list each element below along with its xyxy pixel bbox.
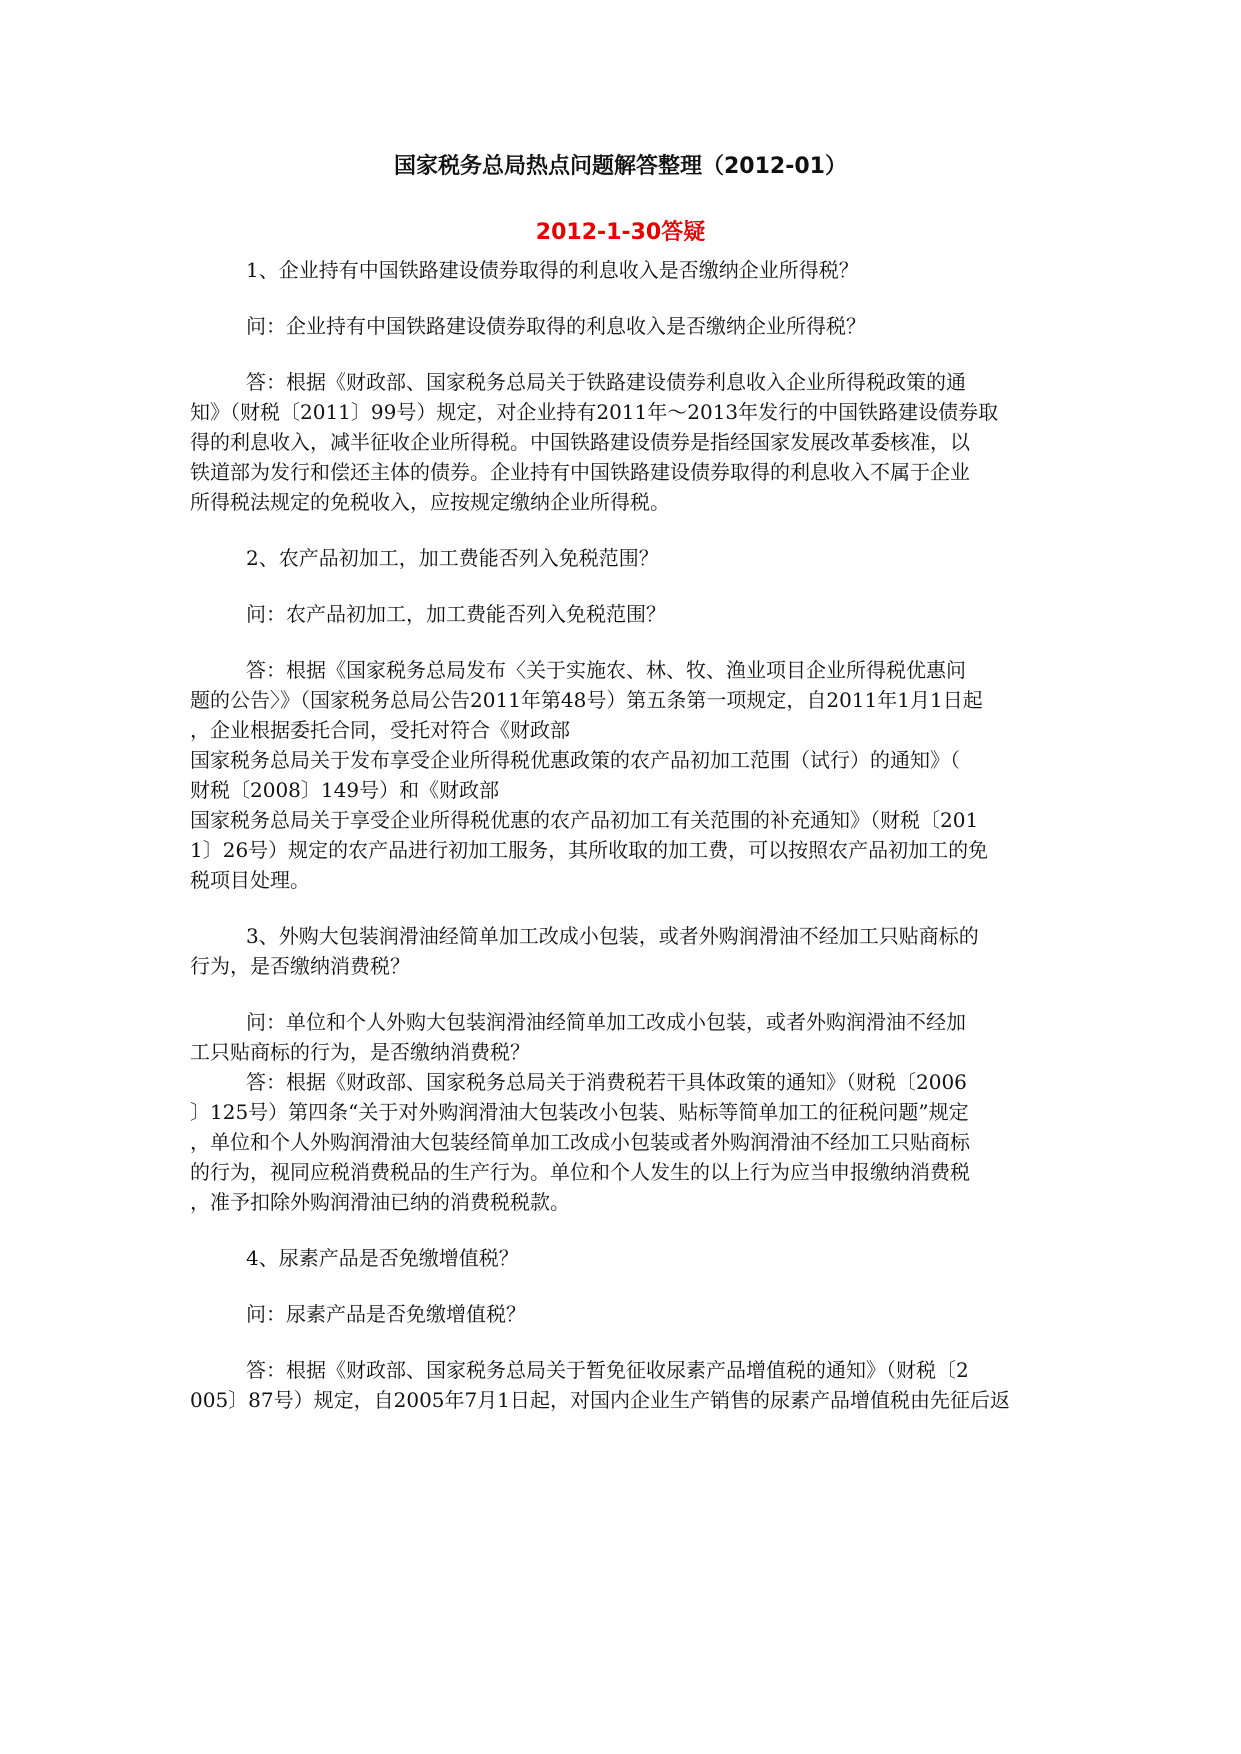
page-title: 国家税务总局热点问题解答整理（2012-01） xyxy=(394,154,847,179)
answer-line: ，准予扣除外购润滑油已纳的消费税税款。 xyxy=(190,1190,570,1214)
question-heading-1: 1、企业持有中国铁路建设债券取得的利息收入是否缴纳企业所得税？ xyxy=(246,258,859,282)
answer-line: 答：根据《国家税务总局发布〈关于实施农、林、牧、渔业项目企业所得税优惠问 xyxy=(246,658,966,682)
page-subtitle: 2012-1-30答疑 xyxy=(535,220,706,245)
answer-line: 的行为，视同应税消费税品的生产行为。单位和个人发生的以上行为应当申报缴纳消费税 xyxy=(190,1160,970,1184)
answer-line: 005〕87号）规定，自2005年7月1日起，对国内企业生产销售的尿素产品增值税由先征后返 xyxy=(190,1388,1010,1412)
question-text-4: 问：尿素产品是否免缴增值税？ xyxy=(246,1302,526,1326)
answer-line: 答：根据《财政部、国家税务总局关于消费税若干具体政策的通知》（财税〔2006 xyxy=(246,1070,967,1094)
question-heading-4: 4、尿素产品是否免缴增值税？ xyxy=(246,1246,519,1270)
answer-line: 国家税务总局关于发布享受企业所得税优惠政策的农产品初加工范围（试行）的通知》（ xyxy=(190,748,960,772)
answer-line: 税项目处理。 xyxy=(190,868,310,892)
answer-line: 财税〔2008〕149号）和《财政部 xyxy=(190,778,500,802)
question-text-3-cont: 工只贴商标的行为，是否缴纳消费税？ xyxy=(190,1040,530,1064)
question-heading-3: 3、外购大包装润滑油经简单加工改成小包装，或者外购润滑油不经加工只贴商标的 xyxy=(246,924,979,948)
answer-line: 题的公告〉》（国家税务总局公告2011年第48号）第五条第一项规定，自2011年1月1日起 xyxy=(190,688,983,712)
answer-line: 知》（财税〔2011〕99号）规定，对企业持有2011年～2013年发行的中国铁路建设债券取 xyxy=(190,400,999,424)
answer-line: 得的利息收入，减半征收企业所得税。中国铁路建设债券是指经国家发展改革委核准，以 xyxy=(190,430,970,454)
question-text-1: 问：企业持有中国铁路建设债券取得的利息收入是否缴纳企业所得税？ xyxy=(246,314,866,338)
answer-line: 铁道部为发行和偿还主体的债券。企业持有中国铁路建设债券取得的利息收入不属于企业 xyxy=(190,460,970,484)
question-text-3: 问：单位和个人外购大包装润滑油经简单加工改成小包装，或者外购润滑油不经加 xyxy=(246,1010,966,1034)
question-heading-2: 2、农产品初加工，加工费能否列入免税范围？ xyxy=(246,546,659,570)
answer-line: ，企业根据委托合同，受托对符合《财政部 xyxy=(190,718,570,742)
question-heading-3-cont: 行为，是否缴纳消费税？ xyxy=(190,954,410,978)
answer-line: 答：根据《财政部、国家税务总局关于铁路建设债券利息收入企业所得税政策的通 xyxy=(246,370,966,394)
question-text-2: 问：农产品初加工，加工费能否列入免税范围？ xyxy=(246,602,666,626)
answer-line: 所得税法规定的免税收入，应按规定缴纳企业所得税。 xyxy=(190,490,670,514)
answer-line: 1〕26号）规定的农产品进行初加工服务，其所收取的加工费，可以按照农产品初加工的免 xyxy=(190,838,989,862)
answer-line: 〕125号）第四条“关于对外购润滑油大包装改小包装、贴标等简单加工的征税问题”规定 xyxy=(190,1100,969,1124)
answer-line: ，单位和个人外购润滑油大包装经简单加工改成小包装或者外购润滑油不经加工只贴商标 xyxy=(190,1130,970,1154)
answer-line: 国家税务总局关于享受企业所得税优惠的农产品初加工有关范围的补充通知》（财税〔201 xyxy=(190,808,979,832)
answer-line: 答：根据《财政部、国家税务总局关于暂免征收尿素产品增值税的通知》（财税〔2 xyxy=(246,1358,969,1382)
